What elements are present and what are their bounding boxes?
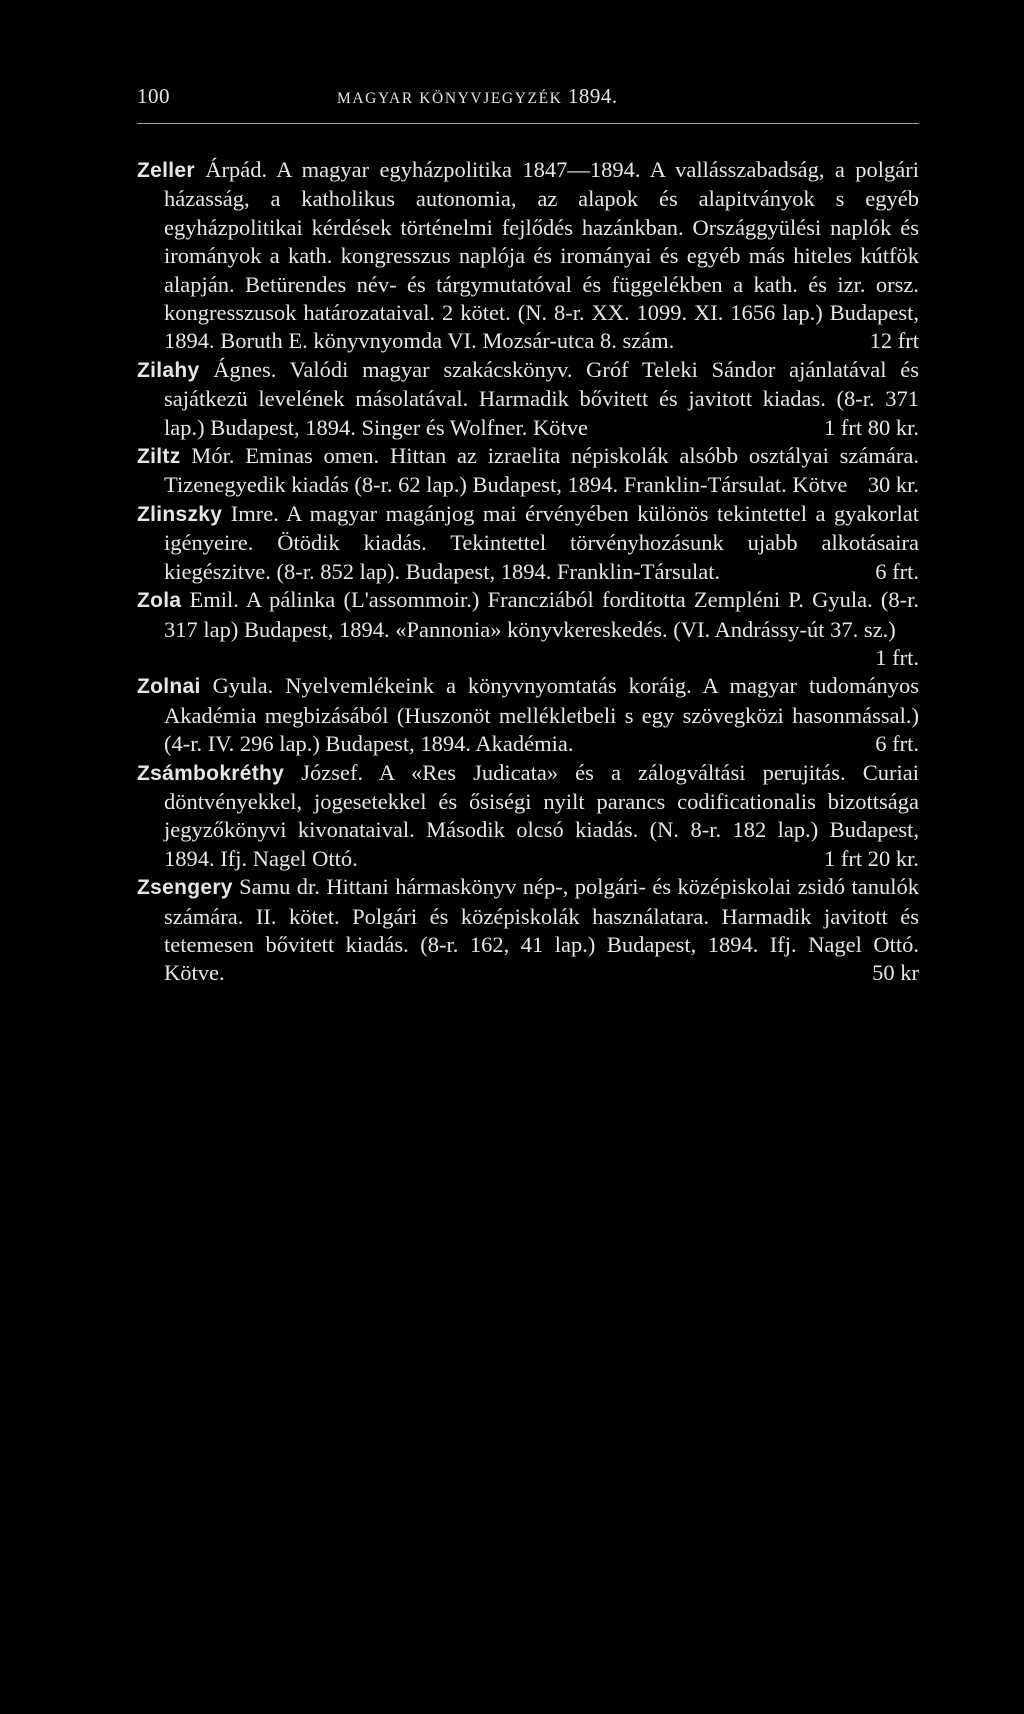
entry-author: Zeller <box>137 159 195 182</box>
bibliography-entries <box>137 156 919 988</box>
running-head-title: MAGYAR KÖNYVJEGYZÉK <box>337 90 563 107</box>
entry-given-name: Samu dr. <box>232 874 320 900</box>
entry-text: Nyelvemlékeink a könyvnyomtatás koráig. A magyar tudományos Akadémia megbizásából (Huszonöt mellékletbeli s egy szövegközi hasonmással.) (4-r. IV. 296 lap.) Budapest, 1894. Akadémia. <box>164 673 919 757</box>
bibliography-entry <box>137 500 919 586</box>
entry-author: Zlinszky <box>137 502 223 526</box>
entry-text: A pálinka (L'assommoir.) Francziából forditotta Zempléni P. Gyula. (8-r. 317 lap) Budapest, 1894. «Pannonia» könyvkereskedés. (VI. Andrássy-út 37. sz.) <box>164 587 919 642</box>
entry-text: A magyar magánjog mai érvényében különös tekintettel a gyakorlat igényeire. Ötödik kiadás. Tekintettel törvényhozásunk ujabb alkotásaira kiegészitve. (8-r. 852 lap). Budapest, 1894. Franklin-Társulat. <box>164 500 919 584</box>
entry-given-name: Árpád. <box>194 157 268 182</box>
bibliography-entry <box>137 586 919 672</box>
entry-price: 6 frt. <box>875 558 919 584</box>
entry-given-name: Mór. <box>180 443 235 469</box>
entry-text: Valódi magyar szakácskönyv. Gróf Teleki Sándor ajánlatával és sajátkezü levelének másolatával. Harmadik bővitett és javitott kiadas. (8-r. 371 lap.) Budapest, 1894. Singer és Wolfner. Kötve <box>164 356 920 440</box>
entry-author: Zsámbokréthy <box>137 761 285 785</box>
entry-given-name: József. <box>284 759 364 785</box>
page-header <box>137 80 919 110</box>
entry-author: Zsengery <box>137 876 233 900</box>
header-rule <box>137 123 919 124</box>
entry-price: 1 frt 20 kr. <box>824 845 919 871</box>
bibliography-entry <box>137 759 919 874</box>
entry-price: 50 kr <box>872 960 919 986</box>
entry-text: A «Res Judicata» és a zálogváltási perujitás. Curiai döntvényekkel, jogesetekkel és ősiségi nyilt parancs codificationalis bizottsága jegyzőkönyvi kivonataival. Második olcsó kiadás. (N. 8-r. 182 lap.) Budapest, 1894. Ifj. Nagel Ottó. <box>164 759 919 871</box>
entry-author: Zolnai <box>137 675 201 699</box>
entry-given-name: Ágnes. <box>199 356 277 382</box>
bibliography-entry <box>137 156 919 356</box>
running-head-year: 1894. <box>567 84 618 108</box>
entry-price: 6 frt. <box>875 731 919 757</box>
entry-given-name: Imre. <box>222 500 279 526</box>
bibliography-entry <box>137 442 919 500</box>
entry-author: Zilahy <box>137 358 200 382</box>
running-head <box>337 84 618 109</box>
entry-author: Ziltz <box>137 445 181 469</box>
entry-given-name: Emil. <box>181 587 239 613</box>
bibliography-entry <box>137 672 919 758</box>
entry-given-name: Gyula. <box>200 673 274 699</box>
entry-text: A magyar egyházpolitika 1847—1894. A vallásszabadság, a polgári házasság, a katholikus autonomia, az alapok és alapitványok s egyéb egyházpolitikai kérdések történelmi fejlődés hazánkban. Országgyülési naplók és irományok a kath. kongresszus naplója és irományai és egyéb más hiteles kútfök alapján. Betürendes név- és tárgymutatóval és függelékben a kath. és izr. orsz. kongresszusok határozataival. 2 kötet. (N. 8-r. XX. 1099. XI. 1656 lap.) Budapest, 1894. Boruth E. könyvnyomda VI. Mozsár-utca 8. szám. <box>164 157 919 354</box>
entry-text: Hittani hármaskönyv nép-, polgári- és középiskolai zsidó tanulók számára. II. kötet. Polgári és középiskolák használatara. Harmadik javitott és tetemesen bővitett kiadás. (8-r. 162, 41 lap.) Budapest, 1894. Ifj. Nagel Ottó. Kötve. <box>164 874 919 986</box>
entry-price: 30 kr. <box>867 472 919 498</box>
bibliography-entry <box>137 356 919 442</box>
bibliography-entry <box>137 873 919 988</box>
entry-author: Zola <box>137 589 182 613</box>
entry-price: 1 frt 80 kr. <box>824 414 919 440</box>
entry-text: Eminas omen. Hittan az izraelita népiskolák alsóbb osztályai számára. Tizenegyedik kiadás (8-r. 62 lap.) Budapest, 1894. Franklin-Társulat. Kötve <box>164 443 919 498</box>
page-number: 100 <box>137 84 170 108</box>
entry-price: 12 frt <box>869 328 919 354</box>
entry-price: 1 frt. <box>875 644 919 670</box>
